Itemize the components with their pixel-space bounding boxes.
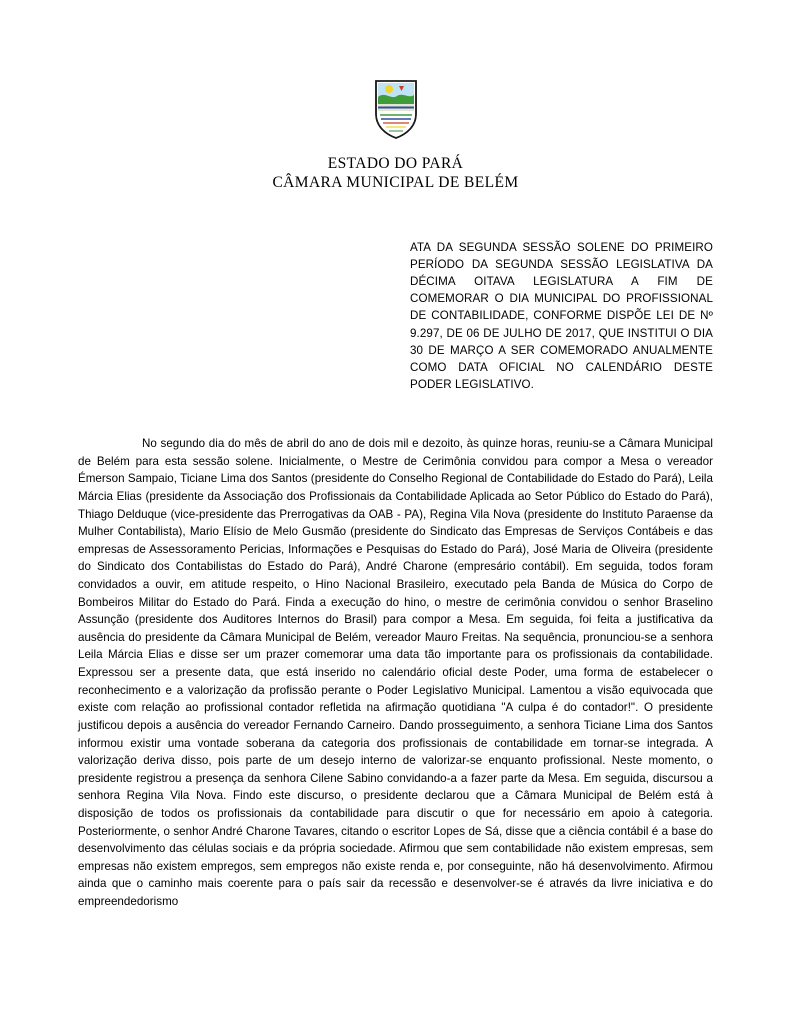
coat-of-arms-para-icon — [373, 78, 419, 140]
document-body-paragraph: No segundo dia do mês de abril do ano de dois mil e dezoito, às quinze horas, reuniu-se a Câmara Municipal de Belém para esta sessão solene. Inicialmente, o Mestre de Cerimônia convidou para compor a Mesa o vereador Émerson Sampaio, Ticiane Lima dos Santos (presidente do Conselho Regional de Contabilidade do Estado do Pará), Leila Márcia Elias (presidente da Associação dos Profissionais da Contabilidade Aplicada ao Setor Público do Estado do Pará), Thiago Delduque (vice-presidente das Prerrogativas da OAB - PA), Regina Vila Nova (presidente do Instituto Paraense da Mulher Contabilista), Mario Elísio de Melo Gusmão (presidente do Sindicato das Empresas de Serviços Contábeis e das empresas de Assessoramento Pericias, Informações e Pesquisas do Estado do Pará), José Maria de Oliveira (presidente do Sindicato dos Contabilistas do Estado do Pará), André Charone (empresário contábil). Em seguida, todos foram convidados a ouvir, em atitude respeito, o Hino Nacional Brasileiro, executado pela Banda de Música do Corpo de Bombeiros Militar do Estado do Pará. Finda a execução do hino, o mestre de cerimônia convidou o senhor Braselino Assunção (presidente dos Auditores Internos do Brasil) para compor a Mesa. Em seguida, foi feita a justificativa da ausência do presidente da Câmara Municipal de Belém, vereador Mauro Freitas. Na sequência, pronunciou-se a senhora Leila Márcia Elias e disse ser um prazer comemorar uma data tão importante para os profissionais da contabilidade. Expressou ser a presente data, que está inserido no calendário oficial deste Poder, uma forma de estabelecer o reconhecimento e a valorização da profissão perante o Poder Legislativo Municipal. Lamentou a visão equivocada que existe com relação ao profissional contador refletida na afirmação quotidiana "A culpa é do contador!". O presidente justificou depois a ausência do vereador Fernando Carneiro. Dando prosseguimento, a senhora Ticiane Lima dos Santos informou existir uma vontade soberana da categoria dos profissionais de contabilidade em tornar-se integrada. A valorização deriva disso, pois parte de um desejo interno de valorizar-se enquanto profissional. Neste momento, o presidente registrou a presença da senhora Cilene Sabino convidando-a a fazer parte da Mesa. Em seguida, discursou a senhora Regina Vila Nova. Findo este discurso, o presidente declarou que a Câmara Municipal de Belém está à disposição de todos os profissionais da contabilidade para discutir o que for necessário em apoio à categoria. Posteriormente, o senhor André Charone Tavares, citando o escritor Lopes de Sá, disse que a ciência contábil é a base do desenvolvimento das células sociais e da própria sociedade. Afirmou que sem contabilidade não existem empresas, sem empresas não existem empregos, sem empregos não existe renda e, por conseguinte, não há desenvolvimento. Afirmou ainda que o caminho mais coerente para o país sair da recessão e desenvolver-se é através da livre iniciativa e do empreendedorismo — [78, 437, 713, 908]
document-heading — [78, 154, 713, 193]
heading-line-state: ESTADO DO PARÁ — [327, 155, 464, 172]
crest-container — [78, 78, 713, 140]
document-ementa: ATA DA SEGUNDA SESSÃO SOLENE DO PRIMEIRO PERÍODO DA SEGUNDA SESSÃO LEGISLATIVA DA DÉCIMA OITAVA LEGISLATURA A FIM DE COMEMORAR O DIA MUNICIPAL DO PROFISSIONAL DE CONTABILIDADE, CONFORME DISPÕE LEI DE Nº 9.297, DE 06 DE JULHO DE 2017, QUE INSTITUI O DIA 30 DE MARÇO A SER COMEMORADO ANUALMENTE COMO DATA OFICIAL NO CALENDÁRIO DESTE PODER LEGISLATIVO. — [410, 240, 713, 391]
heading-line-chamber: CÂMARA MUNICIPAL DE BELÉM — [272, 174, 519, 192]
